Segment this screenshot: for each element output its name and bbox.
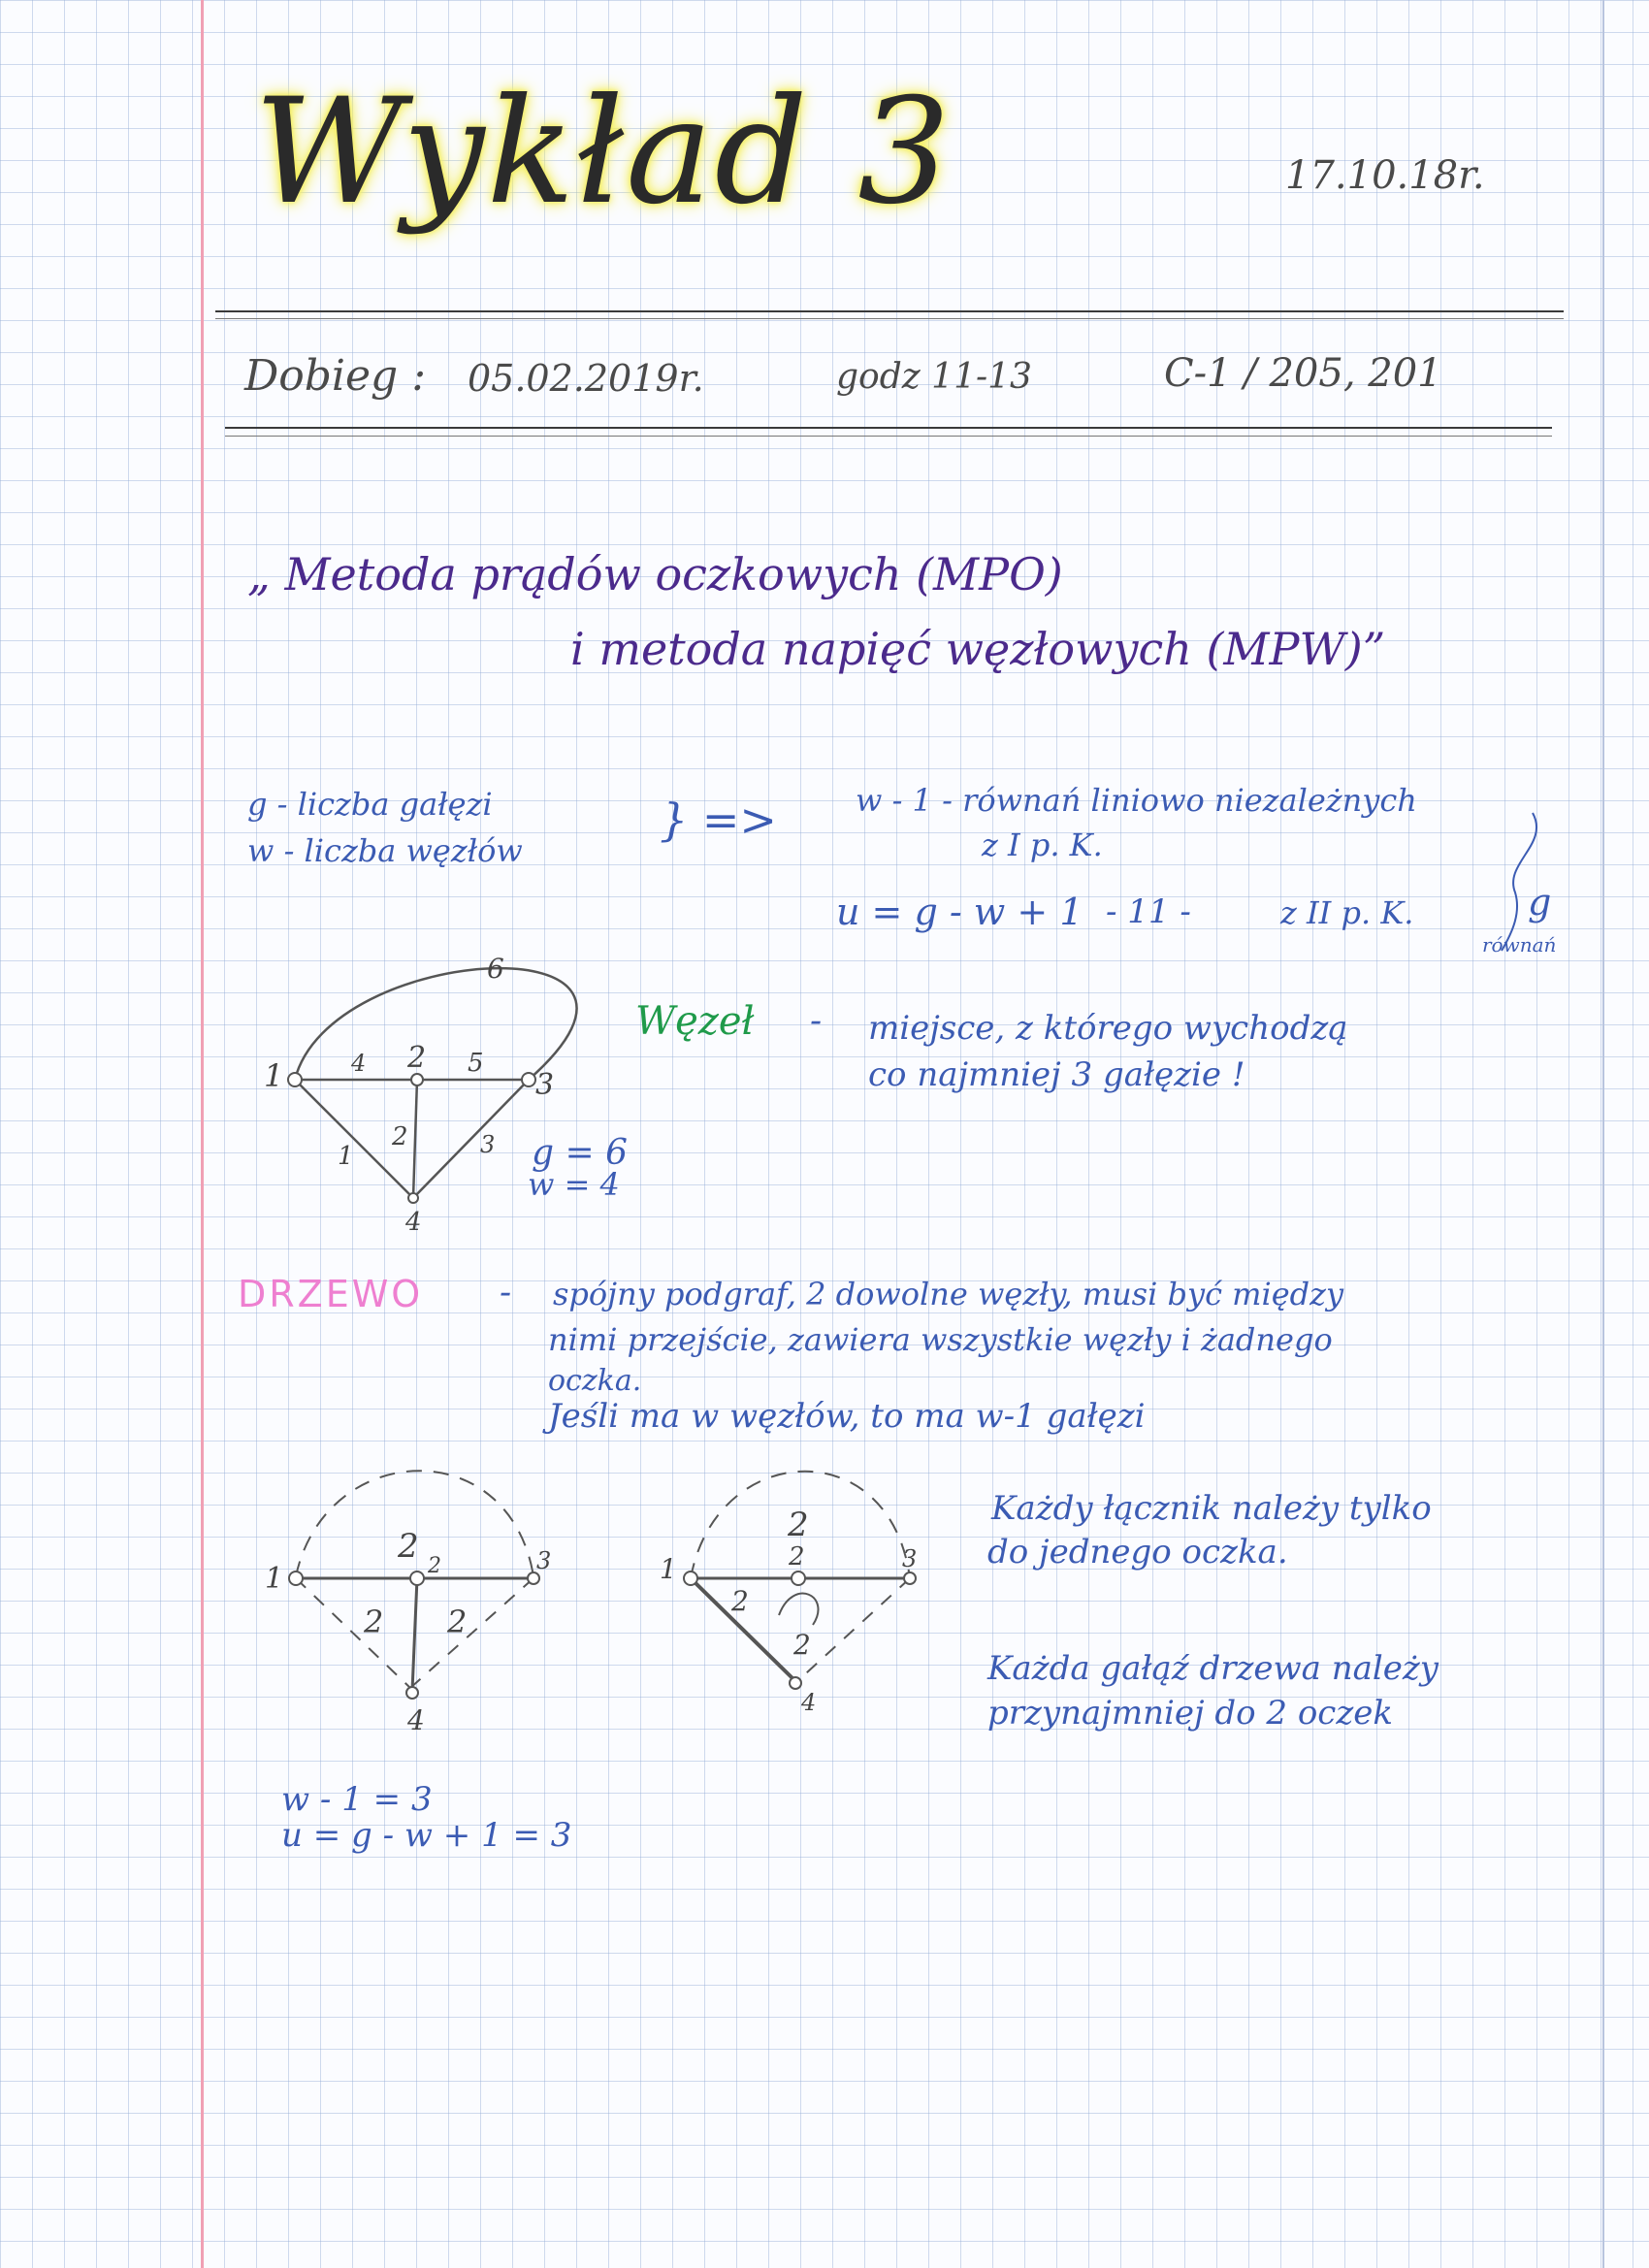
node-4 bbox=[408, 1193, 418, 1203]
drzewo-line-3: oczka. bbox=[548, 1364, 642, 1398]
note-1-line-2: do jednego oczka. bbox=[987, 1533, 1288, 1571]
edge-6-arc bbox=[295, 968, 577, 1080]
note-2-line-2: przynajmniej do 2 oczek bbox=[987, 1694, 1393, 1733]
node-label-3: 3 bbox=[535, 1068, 555, 1102]
edge-label-3: 3 bbox=[480, 1131, 496, 1158]
tree1-node-2 bbox=[410, 1571, 424, 1585]
note-1-line-1: Każdy łącznik należy tylko bbox=[991, 1489, 1432, 1528]
lecture-title: Wykład 3 bbox=[254, 68, 953, 237]
eq-loops-law: z II p. K. bbox=[1280, 894, 1414, 931]
node-label-4: 4 bbox=[405, 1208, 422, 1237]
tree2-node-3 bbox=[904, 1572, 916, 1584]
def-implies: } => bbox=[660, 794, 777, 846]
tree1-node-label-2: 2 bbox=[428, 1554, 441, 1578]
right-edge-line bbox=[1602, 0, 1604, 2268]
edge-label-5: 5 bbox=[468, 1049, 484, 1078]
dobieg-rooms: C-1 / 205, 201 bbox=[1164, 351, 1442, 396]
tree2-chord-right bbox=[795, 1578, 910, 1683]
wezel-term: Węzeł bbox=[635, 999, 755, 1044]
tree2-node-label-2: 2 bbox=[789, 1542, 805, 1571]
tree1-chord-right bbox=[410, 1578, 534, 1688]
node-1 bbox=[288, 1073, 302, 1086]
tree1-node-1 bbox=[289, 1571, 303, 1585]
drzewo-line-2: nimi przejście, zawiera wszystkie węzły i żadnego bbox=[548, 1321, 1333, 1358]
tree2-node-label-1: 1 bbox=[660, 1553, 677, 1585]
tree2-node-1 bbox=[684, 1571, 697, 1585]
tree1-node-label-4: 4 bbox=[407, 1704, 425, 1736]
tree2-node-4 bbox=[790, 1677, 801, 1689]
edge-label-4: 4 bbox=[351, 1050, 367, 1077]
note-2-line-1: Każda gałąź drzewa należy bbox=[987, 1649, 1439, 1688]
tree1-node-label-1: 1 bbox=[265, 1562, 284, 1596]
wezel-dash: - bbox=[810, 1001, 823, 1041]
tree2-node-label-3: 3 bbox=[902, 1545, 918, 1572]
tree1-loop-label-left: 2 bbox=[364, 1604, 384, 1640]
node-2 bbox=[411, 1074, 423, 1085]
header-rule-top bbox=[215, 310, 1564, 312]
def-w: w - liczba węzłów bbox=[247, 832, 523, 869]
node-3 bbox=[522, 1073, 535, 1086]
tree1-branch-24 bbox=[412, 1578, 417, 1691]
tree2-loop-label-left: 2 bbox=[731, 1585, 749, 1617]
eq-nodes-law: z I p. K. bbox=[982, 826, 1103, 863]
margin-line bbox=[201, 0, 204, 2268]
wezel-def-2: co najmniej 3 gałęzie ! bbox=[868, 1055, 1245, 1094]
tree2-node-label-4: 4 bbox=[801, 1689, 817, 1716]
edge-3-line bbox=[413, 1080, 529, 1198]
tree2-loop-label-top: 2 bbox=[788, 1506, 809, 1544]
def-g: g - liczba gałęzi bbox=[247, 786, 493, 823]
tree2-node-2 bbox=[792, 1571, 805, 1585]
tree-diagram-1 bbox=[257, 1460, 567, 1751]
dobieg-label: Dobieg : bbox=[244, 351, 427, 401]
edge-label-2: 2 bbox=[392, 1122, 408, 1151]
topic-line-2: i metoda napięć węzłowych (MPW)” bbox=[570, 623, 1386, 675]
tree2-loop-label-right: 2 bbox=[793, 1629, 811, 1661]
tree-diagram-2 bbox=[648, 1460, 939, 1751]
eq-loops-ditto: - 11 - bbox=[1106, 892, 1191, 931]
drzewo-line-4: Jeśli ma w węzłów, to ma w-1 gałęzi bbox=[548, 1397, 1146, 1436]
eq-sum-note: równań bbox=[1482, 933, 1557, 956]
lecture-date: 17.10.18r. bbox=[1285, 153, 1485, 198]
tree1-chord-left bbox=[296, 1578, 410, 1688]
tree1-loop-label-right: 2 bbox=[447, 1604, 468, 1640]
drzewo-term: DRZEWO bbox=[238, 1273, 424, 1315]
graph-g-count: g = 6 bbox=[532, 1133, 628, 1173]
eq-nodes: w - 1 - równań liniowo niezależnych bbox=[856, 782, 1417, 819]
bottom-eq-2: u = g - w + 1 = 3 bbox=[281, 1816, 572, 1855]
eq-sum-g: g bbox=[1528, 881, 1552, 923]
edge-label-6: 6 bbox=[487, 953, 504, 985]
drzewo-dash: - bbox=[500, 1273, 512, 1312]
node-label-1: 1 bbox=[264, 1057, 284, 1094]
header-rule-top-2 bbox=[215, 318, 1564, 319]
edge-2-line bbox=[413, 1080, 417, 1198]
dobieg-date: 05.02.2019r. bbox=[468, 357, 704, 400]
drzewo-line-1: spójny podgraf, 2 dowolne węzły, musi być między bbox=[553, 1276, 1344, 1312]
header-rule-bottom-2 bbox=[225, 436, 1552, 437]
tree1-loop-label-top: 2 bbox=[398, 1527, 419, 1566]
graph-w-count: w = 4 bbox=[528, 1166, 620, 1203]
header-rule-bottom bbox=[225, 427, 1552, 429]
tree1-node-4 bbox=[406, 1687, 418, 1699]
bottom-eq-1: w - 1 = 3 bbox=[281, 1780, 433, 1819]
tree2-loop-arc bbox=[779, 1594, 818, 1625]
sum-brace bbox=[1494, 805, 1552, 960]
node-label-2: 2 bbox=[407, 1041, 427, 1075]
eq-loops: u = g - w + 1 bbox=[836, 891, 1083, 933]
topic-line-1: „ Metoda prądów oczkowych (MPO) bbox=[247, 548, 1063, 600]
edge-label-1: 1 bbox=[338, 1142, 354, 1171]
wezel-def-1: miejsce, z którego wychodzą bbox=[868, 1009, 1348, 1048]
dobieg-hours: godz 11-13 bbox=[836, 357, 1032, 397]
tree1-node-label-3: 3 bbox=[536, 1547, 552, 1574]
